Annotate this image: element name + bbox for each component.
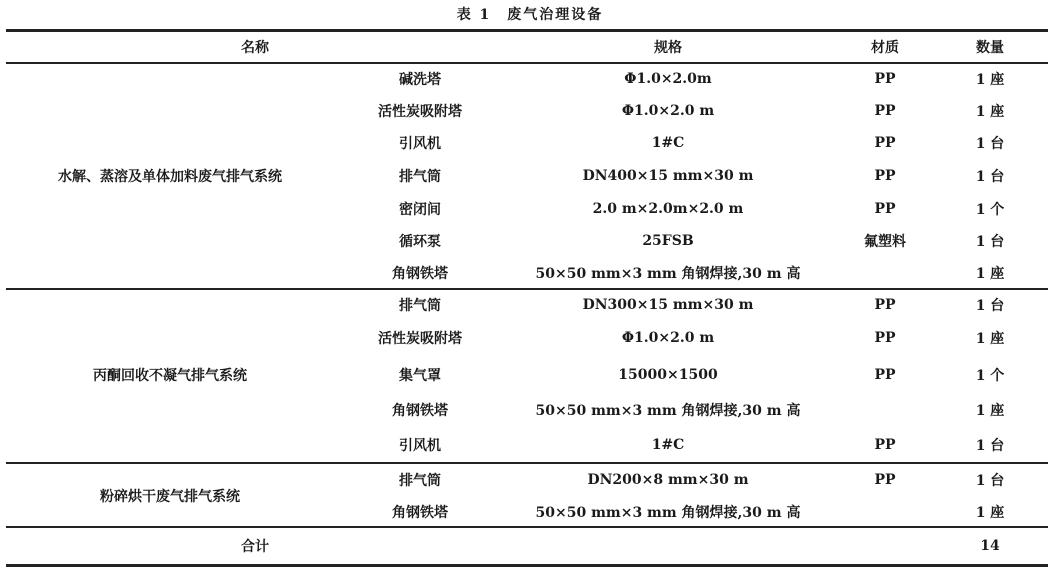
cell-item: 引风机 — [399, 438, 441, 454]
cell-quantity: 1 台 — [975, 136, 1005, 152]
cell-spec: Φ1.0×2.0 m — [621, 330, 715, 346]
cell-spec: 50×50 mm×3 mm 角钢焊接,30 m 高 — [535, 266, 801, 282]
cell-item: 碱洗塔 — [399, 72, 441, 88]
cell-item: 集气罩 — [399, 368, 441, 384]
cell-item: 角钢铁塔 — [392, 266, 448, 282]
cell-item: 排气筒 — [399, 473, 441, 489]
cell-spec: 1#C — [651, 135, 685, 151]
cell-material: PP — [874, 367, 896, 383]
cell-spec: DN300×15 mm×30 m — [582, 297, 754, 313]
cell-spec: Φ1.0×2.0 m — [621, 103, 715, 119]
cell-spec: Φ1.0×2.0m — [624, 71, 712, 87]
group-divider — [6, 526, 1048, 528]
total-label: 合计 — [241, 539, 269, 555]
cell-quantity: 1 个 — [975, 368, 1005, 384]
top-rule — [6, 29, 1048, 32]
cell-item: 密闭间 — [399, 202, 441, 218]
group-divider — [6, 288, 1048, 290]
header-material: 材质 — [871, 40, 899, 56]
bottom-rule — [6, 564, 1048, 567]
cell-quantity: 1 座 — [975, 505, 1005, 521]
cell-quantity: 1 座 — [975, 266, 1005, 282]
cell-item: 循环泵 — [399, 234, 441, 250]
cell-spec: DN400×15 mm×30 m — [582, 168, 754, 184]
cell-material: PP — [874, 297, 896, 313]
cell-quantity: 1 台 — [975, 234, 1005, 250]
cell-spec: 25FSB — [642, 233, 694, 249]
cell-material: PP — [874, 330, 896, 346]
cell-item: 活性炭吸附塔 — [378, 331, 462, 347]
cell-quantity: 1 座 — [975, 72, 1005, 88]
cell-quantity: 1 台 — [975, 169, 1005, 185]
cell-spec: 50×50 mm×3 mm 角钢焊接,30 m 高 — [535, 505, 801, 521]
cell-quantity: 1 座 — [975, 331, 1005, 347]
cell-material: PP — [874, 437, 896, 453]
cell-spec: 15000×1500 — [618, 367, 718, 383]
group-name: 水解、蒸溶及单体加料废气排气系统 — [58, 169, 282, 185]
group-name: 丙酮回收不凝气排气系统 — [93, 368, 247, 384]
cell-quantity: 1 台 — [975, 298, 1005, 314]
cell-item: 引风机 — [399, 136, 441, 152]
cell-quantity: 1 个 — [975, 202, 1005, 218]
cell-item: 角钢铁塔 — [392, 403, 448, 419]
cell-item: 排气筒 — [399, 169, 441, 185]
group-name: 粉碎烘干废气排气系统 — [100, 489, 240, 505]
cell-material: PP — [874, 103, 896, 119]
header-spec: 规格 — [654, 40, 682, 56]
cell-item: 排气筒 — [399, 298, 441, 314]
cell-material: PP — [874, 135, 896, 151]
cell-quantity: 1 座 — [975, 104, 1005, 120]
cell-quantity: 1 台 — [975, 473, 1005, 489]
table-title: 表 1 废气治理设备 — [456, 7, 604, 23]
cell-quantity: 1 座 — [975, 403, 1005, 419]
header-quantity: 数量 — [976, 40, 1004, 56]
cell-item: 角钢铁塔 — [392, 505, 448, 521]
header-rule — [6, 62, 1048, 64]
cell-spec: DN200×8 mm×30 m — [587, 472, 749, 488]
cell-spec: 50×50 mm×3 mm 角钢焊接,30 m 高 — [535, 403, 801, 419]
total-quantity: 14 — [980, 538, 1000, 554]
group-divider — [6, 462, 1048, 464]
header-name: 名称 — [241, 40, 269, 56]
cell-material: PP — [874, 168, 896, 184]
cell-material: PP — [874, 201, 896, 217]
cell-material: PP — [874, 71, 896, 87]
cell-material: 氟塑料 — [864, 234, 906, 250]
cell-spec: 1#C — [651, 437, 685, 453]
cell-material: PP — [874, 472, 896, 488]
cell-spec: 2.0 m×2.0m×2.0 m — [592, 201, 744, 217]
cell-quantity: 1 台 — [975, 438, 1005, 454]
cell-item: 活性炭吸附塔 — [378, 104, 462, 120]
